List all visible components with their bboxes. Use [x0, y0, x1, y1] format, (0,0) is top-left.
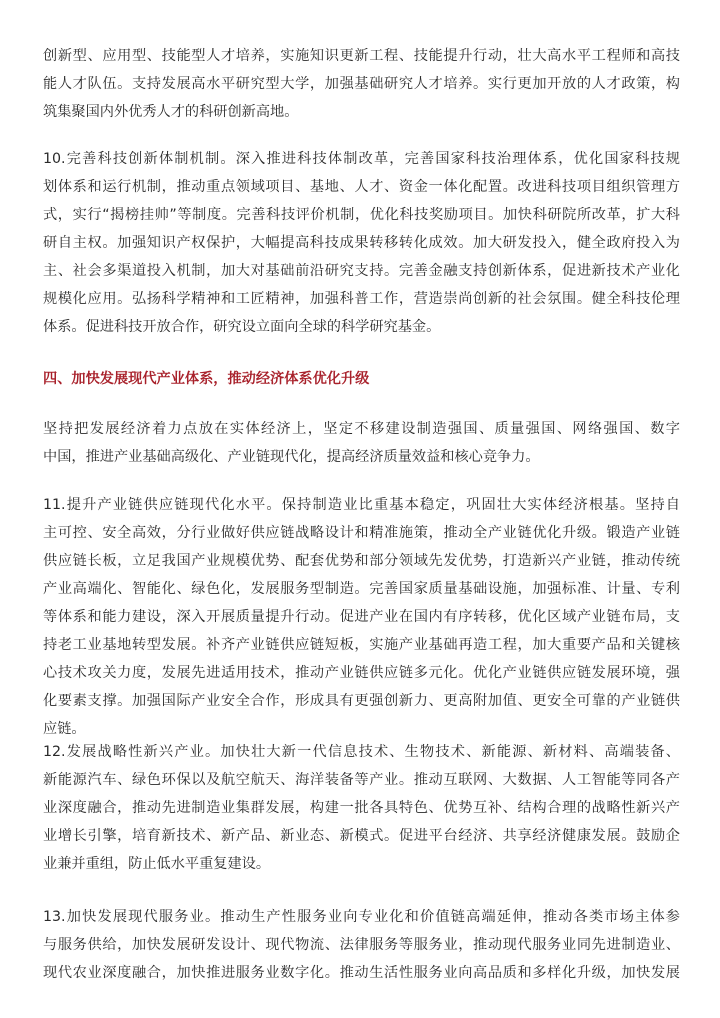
text-line: 业兼并重组，防止低水平重复建设。 [43, 856, 271, 872]
text-line: 11.提升产业链供应链现代化水平。保持制造业比重基本稳定，巩固壮大实体经济根基。坚持自 [43, 497, 680, 513]
section-heading: 四、加快发展现代产业体系，推动经济体系优化升级 [43, 371, 370, 387]
text-line: 13.加快发展现代服务业。推动生产性服务业向专业化和价值链高端延伸，推动各类市场主体参 [43, 909, 680, 925]
text-line: 心技术攻关力度，发展先进适用技术，推动产业链供应链多元化。优化产业链供应链发展环境，强 [43, 665, 680, 681]
text-line: 坚持把发展经济着力点放在实体经济上，坚定不移建设制造强国、质量强国、网络强国、数字 [43, 421, 680, 437]
text-line: 中国，推进产业基础高级化、产业链现代化，提高经济质量效益和核心竞争力。 [43, 449, 540, 465]
text-line: 新能源汽车、绿色环保以及航空航天、海洋装备等产业。推动互联网、大数据、人工智能等同各产 [43, 772, 680, 788]
text-line: 体系。促进科技开放合作，研究设立面向全球的科学研究基金。 [43, 319, 441, 335]
text-line: 与服务供给，加快发展研发设计、现代物流、法律服务等服务业，推动现代服务业同先进制造业、 [43, 937, 680, 953]
text-line: 研自主权。加强知识产权保护，大幅提高科技成果转移转化成效。加大研发投入，健全政府投入为 [43, 235, 680, 251]
text-line: 能人才队伍。支持发展高水平研究型大学，加强基础研究人才培养。实行更加开放的人才政策，构 [43, 76, 680, 92]
paragraph-talent-continuation [43, 42, 680, 126]
text-line: 化要素支撑。加强国际产业安全合作，形成具有更强创新力、更高附加值、更安全可靠的产业链供 [43, 693, 680, 709]
text-line: 12.发展战略性新兴产业。加快壮大新一代信息技术、生物技术、新能源、新材料、高端装备、 [43, 744, 680, 760]
text-line: 供应链长板，立足我国产业规模优势、配套优势和部分领域先发优势，打造新兴产业链，推动传统 [43, 553, 680, 569]
text-line: 等体系和能力建设，深入开展质量提升行动。促进产业在国内有序转移，优化区域产业链布局，支 [43, 609, 680, 625]
paragraph-item-12 [43, 738, 680, 878]
text-line: 产业高端化、智能化、绿色化，发展服务型制造。完善国家质量基础设施，加强标准、计量、专利 [43, 581, 680, 597]
text-line: 划体系和运行机制，推动重点领域项目、基地、人才、资金一体化配置。改进科技项目组织管理方 [43, 179, 680, 195]
text-line: 筑集聚国内外优秀人才的科研创新高地。 [43, 104, 299, 120]
text-line: 创新型、应用型、技能型人才培养，实施知识更新工程、技能提升行动，壮大高水平工程师和高技 [43, 48, 680, 64]
text-line: 业深度融合，推动先进制造业集群发展，构建一批各具特色、优势互补、结构合理的战略性新兴产 [43, 800, 680, 816]
paragraph-item-10 [43, 145, 680, 341]
text-line: 规模化应用。弘扬科学精神和工匠精神，加强科普工作，营造崇尚创新的社会氛围。健全科技伦理 [43, 291, 680, 307]
text-line: 式，实行“揭榜挂帅”等制度。完善科技评价机制，优化科技奖励项目。加快科研院所改革，扩大科 [43, 207, 680, 223]
text-line: 持老工业基地转型发展。补齐产业链供应链短板，实施产业基础再造工程，加大重要产品和关键核 [43, 637, 680, 653]
paragraph-section-intro [43, 415, 680, 471]
text-line: 现代农业深度融合，加快推进服务业数字化。推动生活性服务业向高品质和多样化升级，加快发展 [43, 965, 680, 981]
text-line: 主、社会多渠道投入机制，加大对基础前沿研究支持。完善金融支持创新体系，促进新技术产业化 [43, 263, 680, 279]
text-line: 业增长引擎，培育新技术、新产品、新业态、新模式。促进平台经济、共享经济健康发展。鼓励企 [43, 828, 680, 844]
text-line: 主可控、安全高效，分行业做好供应链战略设计和精准施策，推动全产业链优化升级。锻造产业链 [43, 525, 680, 541]
text-line: 应链。 [43, 721, 86, 737]
paragraph-item-13 [43, 903, 680, 987]
text-line: 10.完善科技创新体制机制。深入推进科技体制改革，完善国家科技治理体系，优化国家科技规 [43, 151, 680, 167]
paragraph-item-11 [43, 491, 680, 743]
